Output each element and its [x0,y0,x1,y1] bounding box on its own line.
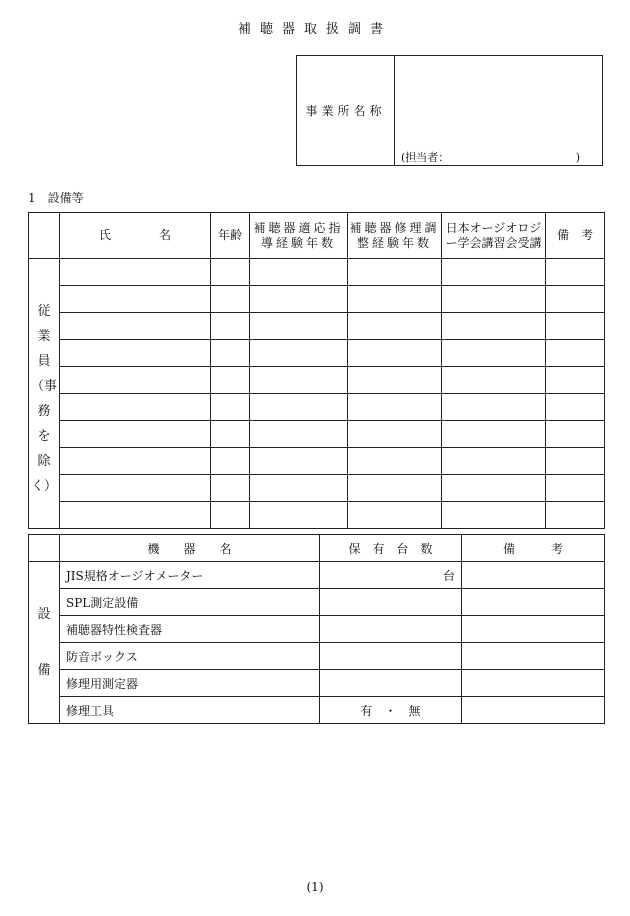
header-name: 氏 名 [60,213,211,259]
staff-cell[interactable] [211,367,250,394]
header-count: 保 有 台 数 [320,535,462,562]
staff-cell[interactable] [250,448,348,475]
staff-cell[interactable] [442,286,546,313]
staff-cell[interactable] [348,502,442,529]
table-row [29,448,605,475]
staff-cell[interactable] [250,394,348,421]
section-heading: 1 設備等 [28,191,84,205]
staff-cell[interactable] [348,448,442,475]
table-row [29,286,605,313]
staff-cell[interactable] [348,367,442,394]
office-name-label: 事業所名称 [297,56,395,165]
table-row [29,643,605,670]
corner-cell [29,535,60,562]
staff-cell[interactable] [546,394,605,421]
staff-cell[interactable] [348,313,442,340]
staff-cell[interactable] [60,313,211,340]
equipment-count[interactable] [320,616,462,643]
staff-cell[interactable] [442,502,546,529]
table-row [29,475,605,502]
equipment-name: JIS規格オージオメーター [60,562,320,589]
staff-cell[interactable] [442,259,546,286]
table-row [29,502,605,529]
equipment-remarks-cell[interactable] [462,697,605,724]
staff-cell[interactable] [546,448,605,475]
staff-cell[interactable] [60,421,211,448]
staff-cell[interactable] [60,448,211,475]
staff-cell[interactable] [250,313,348,340]
staff-table [28,212,605,529]
table-row [29,340,605,367]
staff-cell[interactable] [442,340,546,367]
staff-cell[interactable] [442,421,546,448]
header-remarks: 備 考 [546,213,605,259]
staff-cell[interactable] [60,259,211,286]
table-row [29,367,605,394]
table-row [29,562,605,589]
staff-cell[interactable] [546,340,605,367]
table-row [29,259,605,286]
staff-cell[interactable] [546,259,605,286]
staff-cell[interactable] [60,475,211,502]
staff-cell[interactable] [211,313,250,340]
staff-cell[interactable] [442,394,546,421]
equipment-count[interactable] [320,670,462,697]
equipment-table [28,534,605,724]
staff-cell[interactable] [250,259,348,286]
table-row [29,313,605,340]
staff-cell[interactable] [211,502,250,529]
equipment-name: 修理工具 [60,697,320,724]
staff-cell[interactable] [442,367,546,394]
staff-cell[interactable] [546,286,605,313]
equipment-header-row [29,535,605,562]
staff-cell[interactable] [211,421,250,448]
equipment-side-label: 設 備 [29,562,60,724]
header-fitting-years: 補聴器適応指導経験年数 [250,213,348,259]
table-row [29,670,605,697]
staff-cell[interactable] [60,502,211,529]
equipment-remarks-cell[interactable] [462,562,605,589]
staff-side-label: 従 業 員 （事 務 を 除 く） [29,259,60,529]
equipment-name: 補聴器特性検査器 [60,616,320,643]
staff-cell[interactable] [546,313,605,340]
header-device-name: 機 器 名 [60,535,320,562]
table-row [29,589,605,616]
staff-cell[interactable] [211,259,250,286]
page-number: (1) [306,880,324,894]
staff-cell[interactable] [60,286,211,313]
equipment-remarks-cell[interactable] [462,643,605,670]
staff-cell[interactable] [546,502,605,529]
header-age: 年齢 [211,213,250,259]
equipment-name: SPL測定設備 [60,589,320,616]
table-row [29,421,605,448]
staff-cell[interactable] [250,340,348,367]
equipment-name: 修理用測定器 [60,670,320,697]
document-title: 補聴器取扱調書 [237,22,392,37]
header-repair-years: 補聴器修理調整経験年数 [348,213,442,259]
staff-header-row [29,213,605,259]
table-row [29,616,605,643]
staff-cell[interactable] [250,421,348,448]
header-audiology-course: 日本オージオロジー学会講習会受講 [442,213,546,259]
staff-cell[interactable] [348,340,442,367]
staff-cell[interactable] [60,394,211,421]
equipment-count[interactable] [320,589,462,616]
equipment-remarks-cell[interactable] [462,616,605,643]
staff-cell[interactable] [442,313,546,340]
staff-cell[interactable] [546,475,605,502]
header-equipment-remarks: 備 考 [462,535,605,562]
staff-cell[interactable] [60,340,211,367]
corner-cell [29,213,60,259]
staff-cell[interactable] [546,367,605,394]
staff-cell[interactable] [250,475,348,502]
staff-cell[interactable] [250,502,348,529]
staff-cell[interactable] [211,448,250,475]
staff-cell[interactable] [348,286,442,313]
staff-cell[interactable] [348,421,442,448]
staff-cell[interactable] [211,475,250,502]
staff-cell[interactable] [211,340,250,367]
equipment-remarks-cell[interactable] [462,670,605,697]
equipment-count[interactable]: 台 [320,562,462,589]
staff-cell[interactable] [348,394,442,421]
staff-cell[interactable] [211,286,250,313]
staff-cell[interactable] [60,367,211,394]
office-box [296,55,603,166]
staff-cell[interactable] [211,394,250,421]
equipment-count[interactable]: 有 ・ 無 [320,697,462,724]
equipment-name: 防音ボックス [60,643,320,670]
table-row [29,394,605,421]
staff-cell[interactable] [442,448,546,475]
table-row [29,697,605,724]
staff-cell[interactable] [250,367,348,394]
contact-person-field[interactable]: (担当者： ) [401,151,581,164]
staff-cell[interactable] [348,259,442,286]
staff-cell[interactable] [546,421,605,448]
equipment-remarks-cell[interactable] [462,589,605,616]
staff-cell[interactable] [250,286,348,313]
staff-cell[interactable] [442,475,546,502]
equipment-count[interactable] [320,643,462,670]
staff-cell[interactable] [348,475,442,502]
